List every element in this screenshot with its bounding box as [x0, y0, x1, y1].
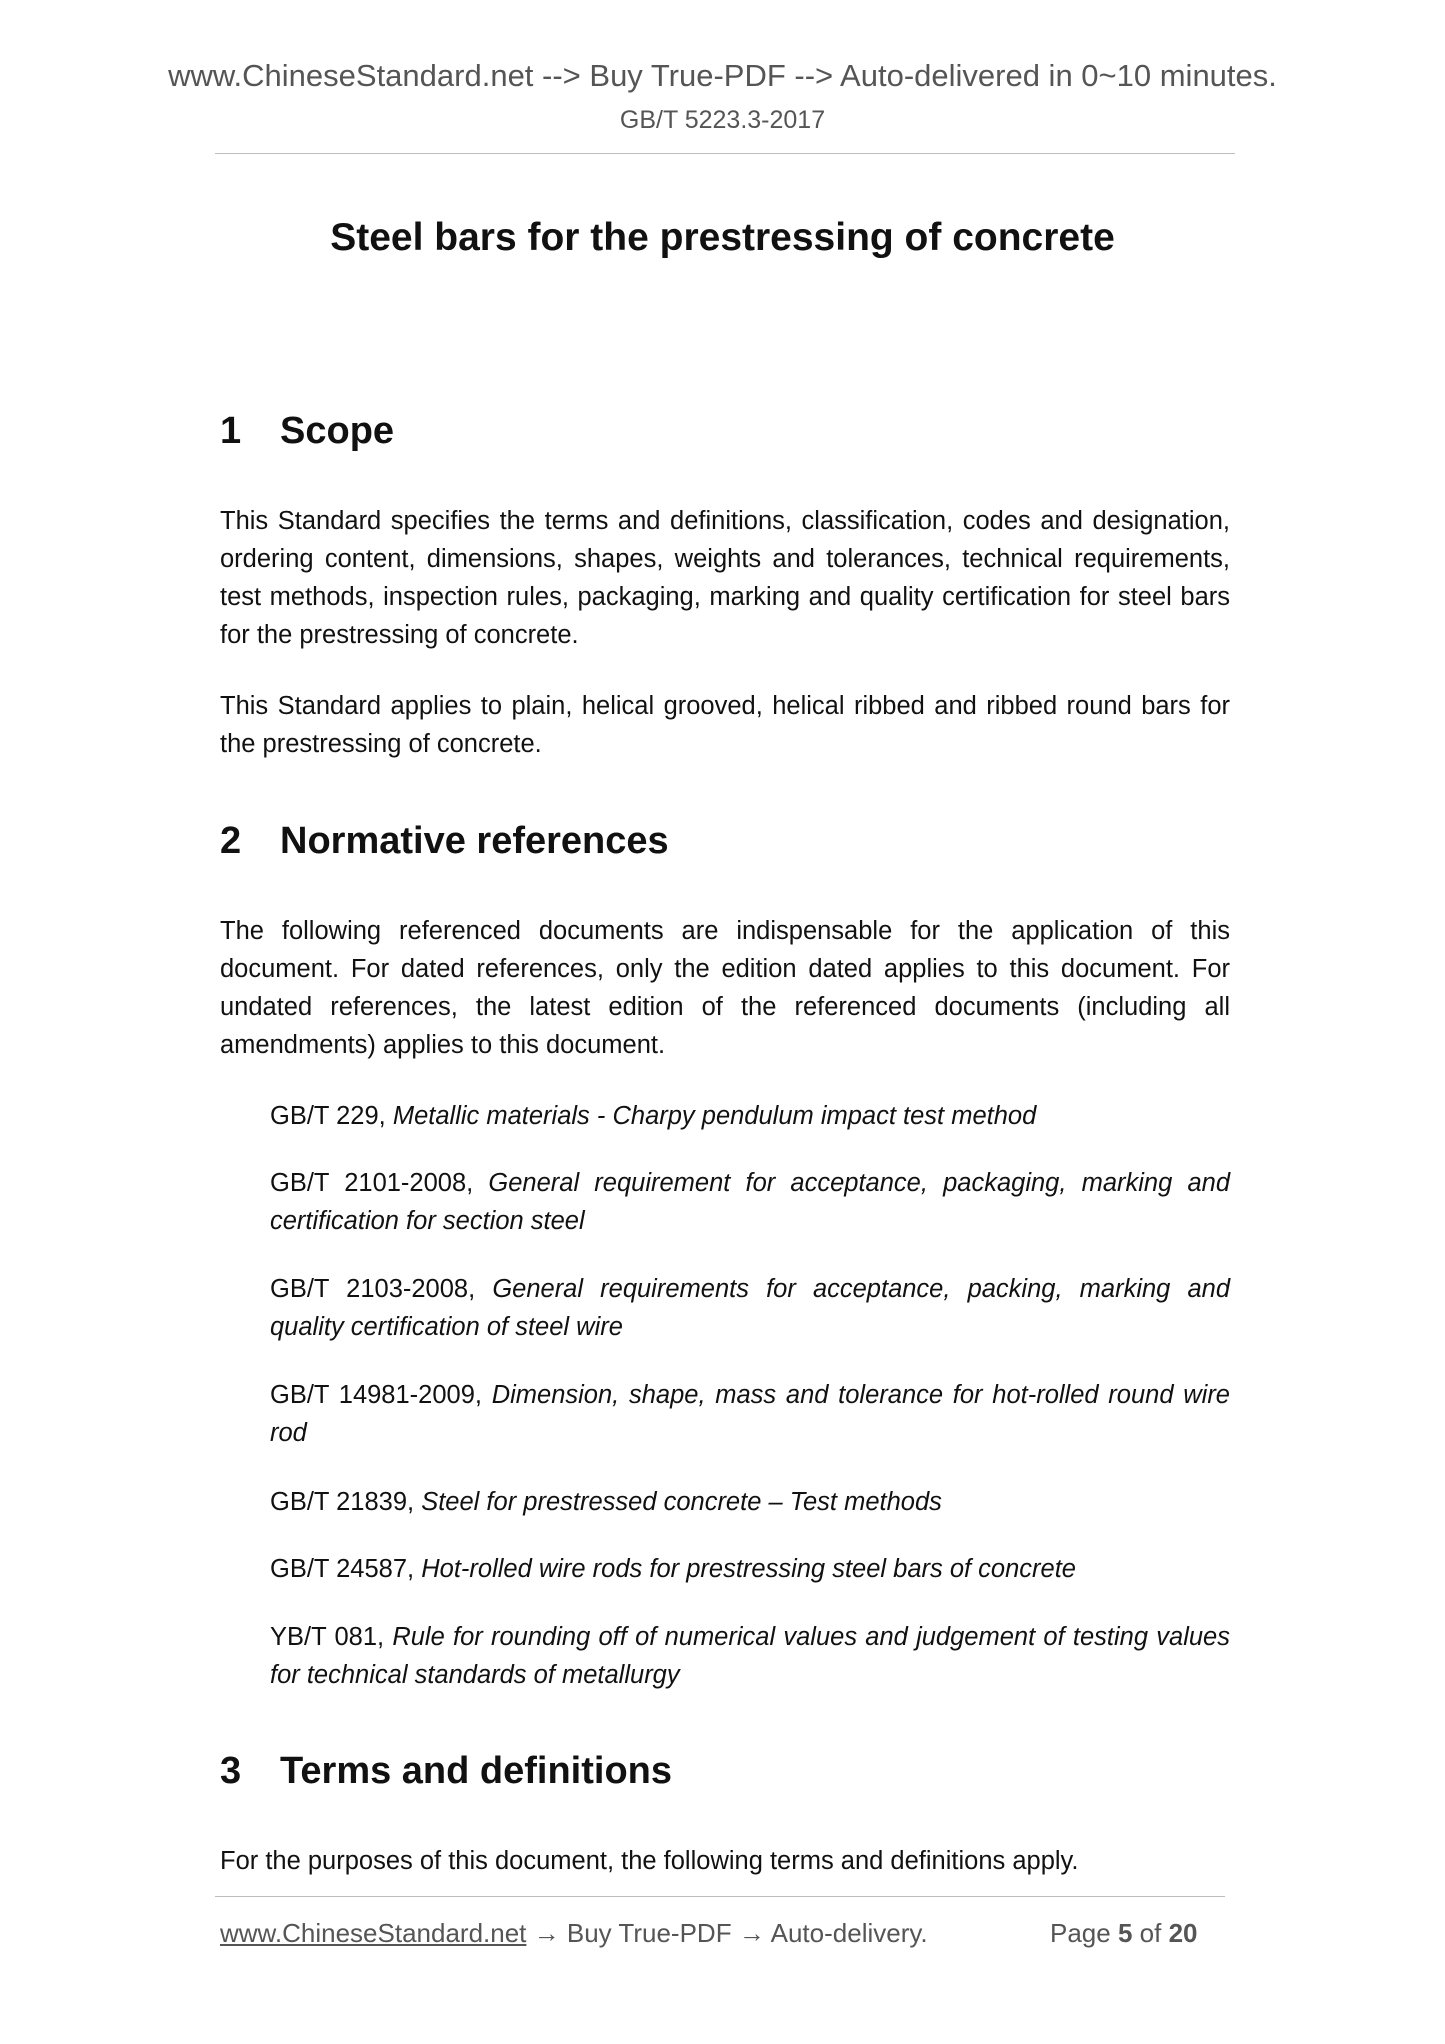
footer-delivery-text: Auto-delivery.: [770, 1918, 928, 1948]
reference-item: [270, 1550, 1230, 1588]
reference-title: General requirement for acceptance, packaging, marking and certification for section steel: [270, 1169, 1230, 1235]
reference-title: Steel for prestressed concrete – Test methods: [421, 1488, 942, 1516]
reference-item: [270, 1097, 1230, 1135]
scope-paragraph-2: This Standard applies to plain, helical grooved, helical ribbed and ribbed round bars for the prestressing of concrete.: [220, 692, 1230, 758]
page-indicator: [1050, 1918, 1198, 1949]
reference-code: GB/T 2101-2008,: [270, 1169, 489, 1197]
section-title: Terms and definitions: [280, 1750, 673, 1792]
references-intro: The following referenced documents are indispensable for the application of this document. For dated references, only the edition dated applies to this document. For undated references, the latest edition of the referenced documents (including all amendments) applies to this document.: [220, 917, 1230, 1059]
reference-code: GB/T 14981-2009,: [270, 1381, 492, 1409]
footer-site-link[interactable]: www.ChineseStandard.net: [220, 1918, 527, 1948]
reference-item: [270, 1618, 1230, 1694]
of-label: of: [1139, 1918, 1162, 1948]
section-title: Normative references: [280, 820, 669, 862]
terms-intro: For the purposes of this document, the following terms and definitions apply.: [220, 1847, 1079, 1875]
scope-paragraph-1: This Standard specifies the terms and definitions, classification, codes and designation, ordering content, dimensions, shapes, weights and tolerances, technical requirements, test methods, inspection rules, packaging, marking and quality certification for steel bars for the prestressing of concrete.: [220, 507, 1230, 649]
reference-code: GB/T 21839,: [270, 1488, 422, 1516]
section-title: Scope: [280, 410, 395, 452]
arrow-icon: →: [533, 1918, 560, 1948]
reference-title: Dimension, shape, mass and tolerance for hot-rolled round wire rod: [270, 1381, 1230, 1447]
header-banner: www.ChineseStandard.net --> Buy True-PDF --> Auto-delivered in 0~10 minutes.: [168, 58, 1277, 93]
section-number: 1: [220, 410, 242, 452]
reference-item: [270, 1164, 1230, 1240]
footer-buy-text: Buy True-PDF: [566, 1918, 732, 1948]
reference-title: Hot-rolled wire rods for prestressing steel bars of concrete: [421, 1555, 1076, 1583]
reference-item: [270, 1483, 1230, 1521]
reference-title: Rule for rounding off of numerical values and judgement of testing values for technical standards of metallurgy: [270, 1623, 1230, 1689]
section-number: 3: [220, 1750, 242, 1792]
section-3-heading: [220, 1750, 672, 1793]
page-label: Page: [1050, 1918, 1111, 1948]
reference-code: GB/T 2103-2008,: [270, 1275, 493, 1303]
section-2-heading: [220, 820, 669, 863]
document-title: Steel bars for the prestressing of concrete: [330, 216, 1115, 259]
page-current: 5: [1117, 1918, 1133, 1948]
section-1-heading: [220, 410, 394, 453]
reference-title: General requirements for acceptance, packing, marking and quality certification of steel wire: [270, 1275, 1231, 1341]
reference-item: [270, 1270, 1230, 1346]
header-standard-number: GB/T 5223.3-2017: [619, 106, 826, 134]
footer-divider: [215, 1896, 1225, 1897]
section-number: 2: [220, 820, 242, 862]
reference-code: YB/T 081,: [270, 1623, 393, 1651]
reference-item: [270, 1376, 1230, 1452]
header-divider: [215, 153, 1235, 154]
footer-promo: [220, 1918, 928, 1949]
reference-title: Metallic materials - Charpy pendulum impact test method: [392, 1102, 1037, 1130]
reference-code: GB/T 24587,: [270, 1555, 422, 1583]
reference-code: GB/T 229,: [270, 1102, 393, 1130]
page-total: 20: [1168, 1918, 1198, 1948]
arrow-icon: →: [738, 1918, 765, 1948]
